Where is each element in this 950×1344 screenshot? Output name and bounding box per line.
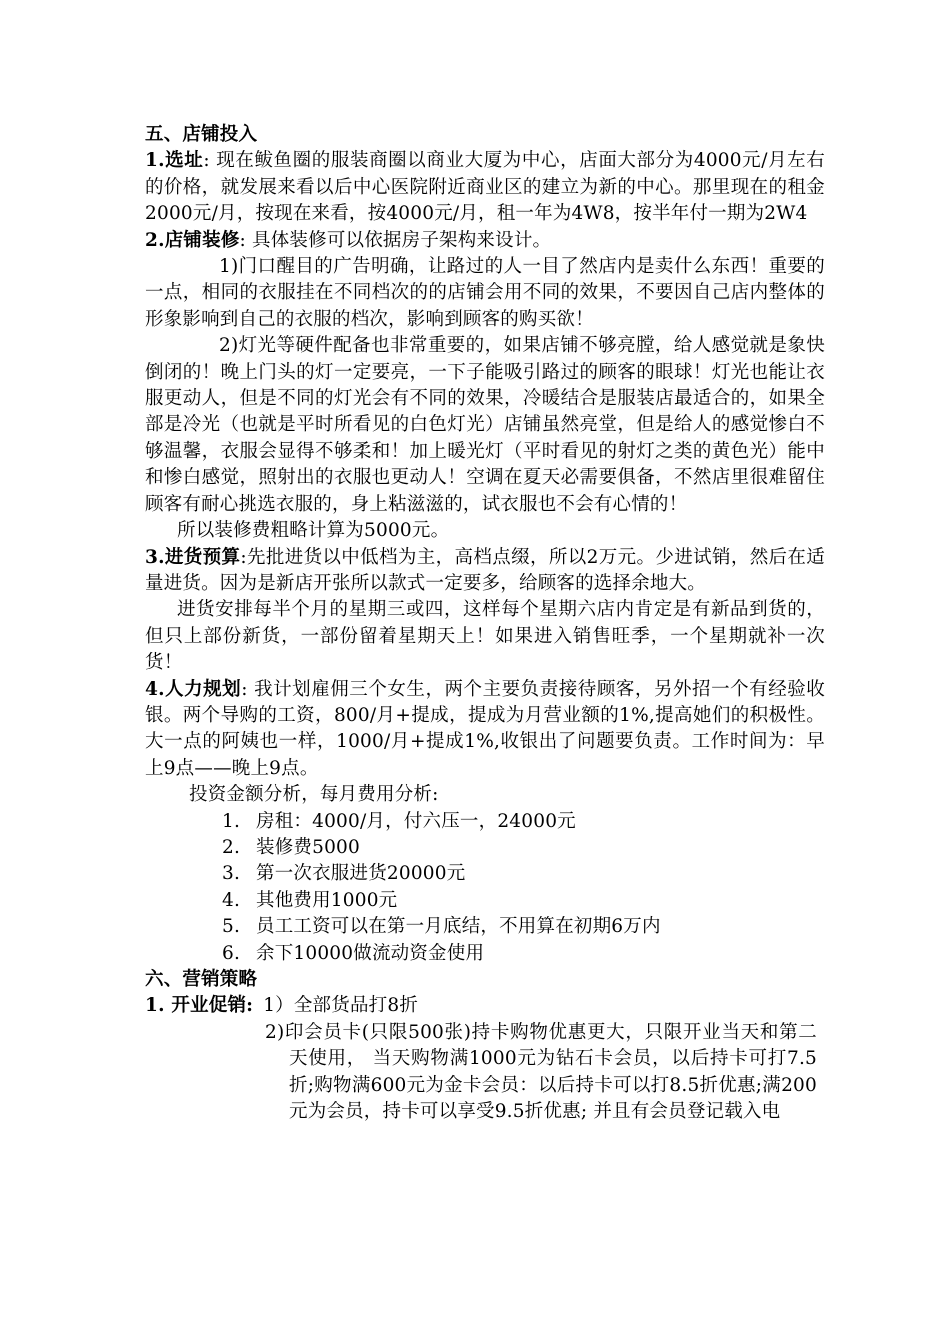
decor-point-2: 2)灯光等硬件配备也非常重要的，如果店铺不够亮膛，给人感觉就是象快倒闭的！晚上门头的灯一定要亮，一下子能吸引路过的顾客的眼球！灯光也能让衣服更动人，但是不同的灯光会有不同的效果，冷暖结合是服装店最适合的，如果全部是冷光（也就是平时所看见的白色灯光）店铺虽然亮堂，但是给人的感觉惨白不够温馨，衣服会显得不够柔和！加上暖光灯（平时看见的射灯之类的黄色光）能中和惨白感觉，照射出的衣服也更动人！空调在夏天必需要俱备，不然店里很难留住顾客有耐心挑选衣服的，身上粘滋滋的，试衣服也不会有心情的！	[145, 335, 825, 515]
site-label: 1.选址	[145, 150, 204, 172]
list-item: 5. 员工工资可以在第一月底结，不用算在初期6万内	[222, 916, 661, 938]
staff-paragraph	[145, 677, 825, 783]
decor-text: : 具体装修可以依据房子架构来设计。	[239, 229, 552, 251]
investment-analysis: 投资金额分析，每月费用分析:	[189, 784, 439, 806]
list-item: 6. 余下10000做流动资金使用	[222, 942, 485, 964]
decor-point-1: 1)门口醒目的广告明确，让路过的人一目了然店内是卖什么东西！重要的一点，相同的衣服挂在不同档次的的店铺会用不同的效果，不要因自己店内整体的形象影响到自己的衣服的档次，影响到顾客的购买欲！	[145, 256, 825, 330]
staff-label: 4.人力规划	[145, 678, 242, 700]
stock-text: :先批进货以中低档为主，高档点缀，所以2万元。少进试销，然后在适量进货。因为是新店开张所以款式一定要多，给顾客的选择余地大。	[145, 546, 825, 594]
list-item: 4. 其他费用1000元	[222, 889, 398, 911]
opening-promo-label: 1. 开业促销:	[145, 995, 254, 1017]
document-body	[145, 122, 825, 1125]
stock-paragraph	[145, 545, 825, 598]
site-text: : 现在鲅鱼圈的服装商圈以商业大厦为中心，店面大部分为4000元/月左右的价格，就发展来看以后中心医院附近商业区的建立为新的中心。那里现在的租金2000元/月，按现在来看，按4000元/月，租一年为4W8，按半年付一期为2W4	[145, 150, 825, 225]
staff-text: : 我计划雇佣三个女生，两个主要负责接待顾客，另外招一个有经验收银。两个导购的工资，800/月+提成，提成为月营业额的1%,提高她们的积极性。大一点的阿姨也一样，1000/月+提成1%,收银出了问题要负责。工作时间为：早上9点——晚上9点。	[145, 678, 825, 779]
promo-item-1: 1）全部货品打8折	[263, 995, 419, 1017]
promo-item-2-block	[265, 1020, 817, 1126]
promo-item-2: 2)印会员卡(只限500张)持卡购物优惠更大，只限开业当天和第二天使用， 当天购物满1000元为钻石卡会员，以后持卡可打7.5折;购物满600元为金卡会员：以后持卡可以打8.5折优惠;满200元为会员，持卡可以享受9.5折优惠; 并且有会员登记载入电	[265, 1021, 817, 1123]
list-item: 2. 装修费5000	[222, 836, 360, 858]
decor-paragraph	[145, 228, 825, 254]
opening-promo-row	[145, 993, 825, 1019]
list-item: 3. 第一次衣服进货20000元	[222, 863, 466, 885]
decor-cost: 所以装修费粗略计算为5000元。	[177, 520, 450, 542]
list-item: 1. 房租：4000/月，付六压一，24000元	[222, 810, 576, 832]
cost-list	[145, 809, 825, 967]
stock-label: 3.进货预算	[145, 546, 241, 568]
section-5-heading: 五、店铺投入	[145, 124, 258, 145]
section-6-heading: 六、营销策略	[145, 969, 258, 990]
stock-schedule: 进货安排每半个月的星期三或四，这样每个星期六店内肯定是有新品到货的，但只上部份新货，一部份留着星期天上！如果进入销售旺季，一个星期就补一次货！	[145, 599, 825, 674]
site-paragraph	[145, 148, 825, 227]
decor-label: 2.店铺装修	[145, 229, 240, 251]
